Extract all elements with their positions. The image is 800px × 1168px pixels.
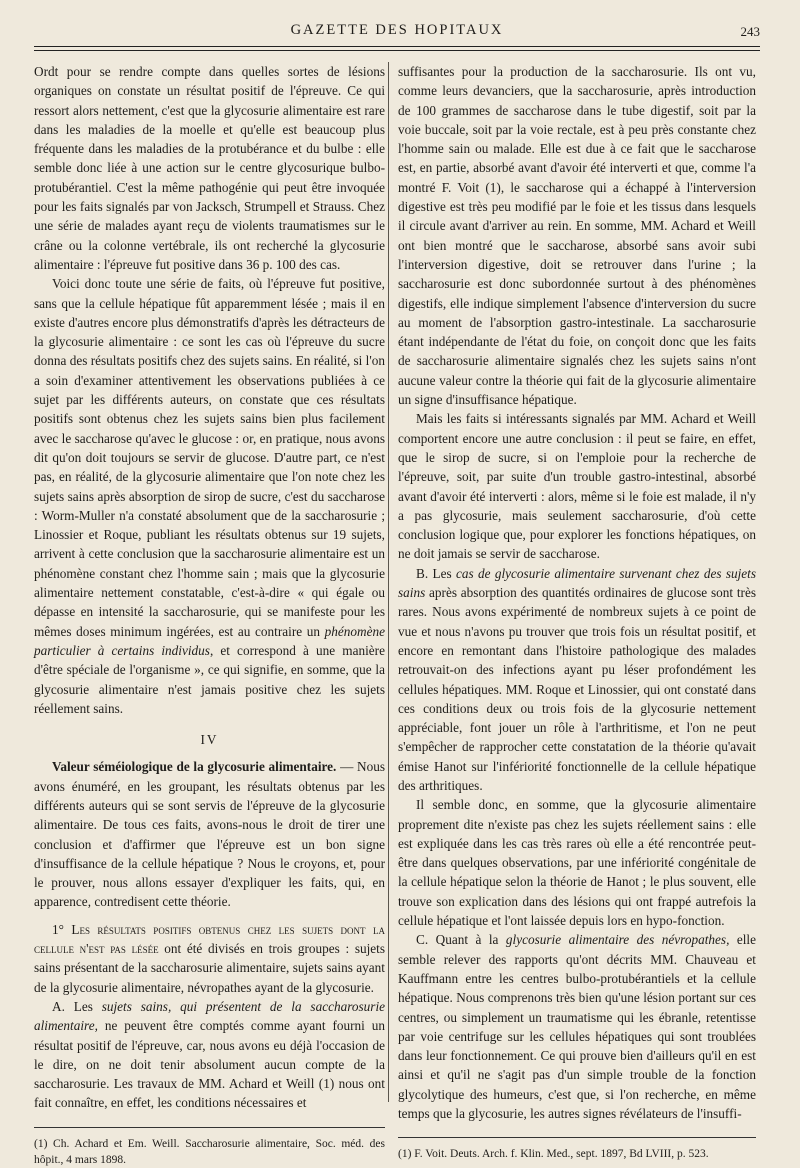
paragraph: Ordt pour se rendre compte dans quelles sortes de lésions organiques on constate un résultat positif de l'épreuve. Ce qui ressort alors nettement, c'est que la glycosurie alimentaire est rare dans les maladies de la moelle et qu'elle est beaucoup plus fréquente dans les maladies de la protubérance et du bulbe : elle semble donc liée à une action sur le centre glycosurique bulbo-protubérantiel. C'est la même pathogénie qui peut être invoquée pour les faits signalés par von Jacksch, Strumpell et Strauss. Chez une série de malades ayant reçu de violents traumatismes sur le crâne ou la colonne vertébrale, ils ont recherché la glycosurie alimentaire : l'épreuve fut positive dans 36 p. 100 des cas. bbox=[34, 64, 385, 272]
footnote: (1) Ch. Achard et Em. Weill. Saccharosurie alimentaire, Soc. méd. des hôpit., 4 mars 1898. bbox=[34, 1137, 385, 1166]
smallcaps-run: 1° Les résultats positifs obtenus chez les sujets dont la cellule n'est pas lésée bbox=[34, 921, 385, 957]
text-run: — Nous avons énuméré, en les groupant, les résultats obtenus par les différents auteurs qui se sont servis de l'épreuve de la glycosurie alimentaire. De tous ces faits, avons-nous le droit de tirer une conclusion et d'affirmer que l'épreuve est un bon signe d'insuffisance de la cellule hépatique ? Nous le croyons, et, pour le prouver, nous allons essayer d'expliquer les faits, qui, en apparence, contredisent cette théorie. bbox=[34, 759, 385, 910]
text-run: ne peuvent être comptés comme ayant fourni un résultat positif de l'épreuve, car, nous avons eu déjà l'occasion de le dire, on ne doit tenir absolument aucun compte de la saccharosurie. Les travaux de MM. Achard et Weill (1) nous ont fait connaître, en effet, les conditions nécessaires et bbox=[34, 1018, 385, 1111]
italic-run: sujets sains, qui présentent de la saccharosurie alimentaire, bbox=[34, 998, 385, 1034]
italic-run: cas de glycosurie alimentaire survenant chez des sujets sains bbox=[398, 565, 757, 601]
section-number: IV bbox=[200, 732, 219, 748]
paragraph: Mais les faits si intéressants signalés par MM. Achard et Weill comportent encore une autre conclusion : il peut se faire, en effet, que le sirop de sucre, si on l'emploie pour la recherche de l'épreuve, soit, par suite d'un trouble gastro-intestinal, absorbé avant d'avoir été interverti : alors, même si le foie est malade, il n'y a pas glycosurie, mais seulement saccharosurie, d'où cette conclusion logique que, pour explorer les fonctions hépatiques, on ne doit jamais se servir de saccharose. bbox=[398, 411, 756, 562]
paragraph: Il semble donc, en somme, que la glycosurie alimentaire proprement dite n'existe pas chez les sujets réellement sains : elle est expliquée dans les cas très rares où elle a été rencontrée peut-être dans quelques observations, par une infériorité congénitale de la cellule hépatique selon la théorie de Hanot ; le plus souvent, elle trouve son explication dans des lésions qui ont frappé autrefois la cellule hépatique et l'ont laissée depuis lors en hypo-fonction. bbox=[398, 797, 756, 929]
paragraph bbox=[34, 757, 385, 911]
journal-title: GAZETTE DES HOPITAUX bbox=[290, 22, 504, 38]
right-column bbox=[398, 62, 756, 1162]
header-rule-thin bbox=[34, 50, 760, 51]
page-header bbox=[34, 20, 760, 42]
paragraph bbox=[34, 920, 385, 997]
text-run: elle semble relever des rapports qu'ont décrits MM. Chauveau et Kauffmann entre les centres bulbo-protubérantiels et la cellule hépatique. Nous comprenons très bien qu'une lésion portant sur ces centres, ou simplement un traumatisme qui les ébranle, retentisse par voie centrifuge sur les cellules hépatiques qui sont troublées dans leur fonctionnement. Ce qui prouve bien d'ailleurs qu'il en est ainsi et qu'il ne s'agit pas d'un simple trouble de la fonction glycolytique des humeurs, c'est que, si l'on recherche, en même temps que la glycosurie, les autres signes révélateurs de l'insuffi- bbox=[398, 932, 756, 1122]
paragraph bbox=[398, 930, 756, 1123]
column-divider bbox=[388, 62, 389, 1102]
paragraph bbox=[34, 274, 385, 718]
paragraph bbox=[34, 997, 385, 1113]
left-column bbox=[34, 62, 385, 1168]
section-heading: Valeur séméiologique de la glycosurie alimentaire. bbox=[52, 759, 337, 775]
text-run: après absorption des quantités ordinaires de glucose sont très rares. Nous avons expérimenté de nombreux sujets à ce point de vue et nous n'avons pu trouver que trois fois un résultat positif, et encore en remontant dans l'histoire pathologique des malades retrouvait-on des infections ayant pu léser profondément les cellules hépatiques. MM. Roque et Linossier, qui ont constaté dans ces conditions deux ou trois fois de la glycosurie nettement appréciable, font jouer un rôle à l'arthritisme, et l'on ne peut s'empêcher de rapprocher cette constatation de la théorie qu'avait émise Hanot sur l'infériorité fonctionnelle de la cellule hépatique des arthritiques. bbox=[398, 585, 756, 793]
text-run: Voici donc toute une série de faits, où l'épreuve fut positive, sans que la cellule hépatique fût apparemment lésée ; mais il en existe d'autres encore plus démonstratifs d'après les détracteurs de la glycosurie alimentaire : ce sont les cas où l'épreuve du sucre donna des résultats positifs chez des sujets sains. En réalité, si l'on a soin d'examiner attentivement les observations publiées à ce sujet par les différents auteurs, on constate que ces résultats positifs sont obtenus chez les sujets sains bien plus facilement avec le saccharose qu'avec le glucose : or, en pratique, nous avons dit qu'on doit toujours se servir de glucose. D'autre part, ce n'est pas, en réalité, de la glycosurie alimentaire que l'on note chez les sujets sains après absorption de sirop de sucre, c'est du saccharose : Worm-Muller n'a constaté absolument que de la saccharosurie ; Linossier et Roque, publiant les résultats obtenus sur 19 sujets, arrivent à cette conclusion que la saccharosurie alimentaire est un phénomène constant chez l'homme sain ; mais que la glycosurie alimentaire nettement constatable, c'est-à-dire « qui égale ou dépasse en intensité la saccharosurie, qui se manifeste pour les mêmes doses minimum ingérées, est au contraire un bbox=[34, 276, 385, 639]
text-run: , et correspond à une manière d'être spéciale de l'organisme », ce qui signifie, en somme, que la glycosurie alimentaire n'est jamais positive chez les sujets réellement sains. bbox=[34, 642, 385, 716]
text-run: ont été divisés en trois groupes : sujets sains présentant de la saccharosurie alimentaire, sujets sains ayant de la glycosurie alimentaire, névropathes ayant de la glycosurie. bbox=[34, 941, 385, 995]
paragraph: suffisantes pour la production de la saccharosurie. Ils ont vu, comme leurs devanciers, que la saccharosurie, après introduction de 100 grammes de saccharose dans le tube digestif, soit par la voie buccale, soit par la voie rectale, est à peu près constante chez l'homme sain ou malade. Elle est due à ce fait que le saccharose est, en partie, absorbé avant d'avoir été interverti et que, comme l'a montré F. Voit (1), le saccharose qui a échappé à l'interversion digestive est très peu modifié par le foie et les tissus dans lesquels il circule avant d'arriver au rein. En somme, MM. Achard et Weill ont bien montré que le saccharose, absorbé sans avoir subi l'interversion digestive, doit se retrouver dans l'urine ; la saccharosurie est donc subordonnée surtout à des phénomènes digestifs, elle indique simplement l'absence d'interversion du sucre au moment de l'absorption gastro-intestinale. La saccharosurie étant indépendante de l'état du foie, on conçoit donc que les faits de saccharosurie alimentaire signalés chez les sujets sains n'ont aucune valeur contre la théorie qui fait de la glycosurie alimentaire un signe d'insuffisance hépatique. bbox=[398, 64, 756, 408]
italic-run: phénomène particulier à certains individus bbox=[34, 623, 385, 658]
header-rule bbox=[34, 46, 760, 47]
footnote-rule bbox=[34, 1127, 385, 1128]
footnote-rule bbox=[398, 1137, 756, 1138]
footnote: (1) F. Voit. Deuts. Arch. f. Klin. Med., sept. 1897, Bd LVIII, p. 523. bbox=[398, 1148, 709, 1161]
italic-run: glycosurie alimentaire des névropathes, bbox=[505, 932, 730, 948]
paragraph bbox=[398, 564, 756, 796]
text-run: B. Les bbox=[416, 565, 456, 581]
text-run: A. Les bbox=[52, 998, 102, 1014]
page-number: 243 bbox=[740, 24, 760, 39]
text-run: C. Quant à la bbox=[416, 932, 506, 948]
